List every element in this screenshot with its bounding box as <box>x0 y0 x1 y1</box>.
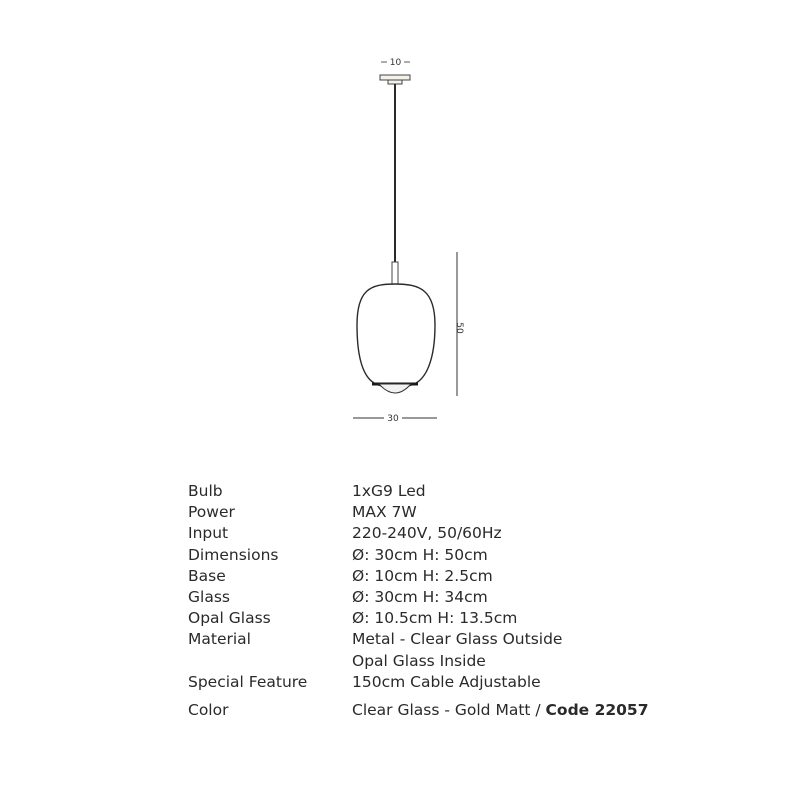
spec-row-special-feature <box>188 672 748 693</box>
glass-shade <box>357 284 435 386</box>
spec-value <box>352 700 649 721</box>
spec-value: Opal Glass Inside <box>352 651 486 670</box>
spec-label: Glass <box>188 587 230 606</box>
spec-label: Special Feature <box>188 672 308 691</box>
spec-row-bulb <box>188 481 748 502</box>
socket-holder <box>392 262 398 284</box>
spec-label: Material <box>188 630 251 649</box>
spec-label: Power <box>188 503 235 522</box>
spec-row-input <box>188 523 748 544</box>
height-dimension <box>454 252 464 396</box>
height-label: 50 <box>454 322 464 334</box>
spec-row-base <box>188 566 748 587</box>
spec-row-color <box>188 700 748 721</box>
spec-value: 150cm Cable Adjustable <box>352 672 541 691</box>
spec-value: Ø: 30cm H: 34cm <box>352 587 488 606</box>
spec-label: Color <box>188 700 229 719</box>
ceiling-canopy <box>380 75 410 84</box>
spec-row-material-continued <box>188 651 748 672</box>
spec-row-opal-glass <box>188 608 748 629</box>
spec-label: Dimensions <box>188 545 279 564</box>
spec-label: Input <box>188 524 229 543</box>
spec-row-dimensions <box>188 545 748 566</box>
spec-row-power <box>188 502 748 523</box>
opal-glass-bottom <box>372 384 418 393</box>
spec-label: Opal Glass <box>188 609 271 628</box>
spec-value: 220-240V, 50/60Hz <box>352 524 502 543</box>
spec-value: Ø: 10cm H: 2.5cm <box>352 566 493 585</box>
base-width-label: 10 <box>389 58 402 68</box>
spec-table <box>188 481 748 721</box>
spec-label: Bulb <box>188 482 223 500</box>
diameter-dimension <box>353 414 437 424</box>
spec-value: Metal - Clear Glass Outside <box>352 630 563 649</box>
spec-label: Base <box>188 566 226 585</box>
spec-value: 1xG9 Led <box>352 482 426 500</box>
color-value: Clear Glass - Gold Matt / <box>352 700 546 719</box>
product-code: Code 22057 <box>545 700 649 719</box>
spec-row-material <box>188 629 748 650</box>
diameter-label: 30 <box>387 414 399 424</box>
spec-value: Ø: 10.5cm H: 13.5cm <box>352 609 518 628</box>
spec-row-glass <box>188 587 748 608</box>
spec-label <box>188 651 352 672</box>
spec-value: MAX 7W <box>352 503 417 522</box>
spec-value: Ø: 30cm H: 50cm <box>352 545 488 564</box>
base-width-dimension <box>381 58 410 68</box>
